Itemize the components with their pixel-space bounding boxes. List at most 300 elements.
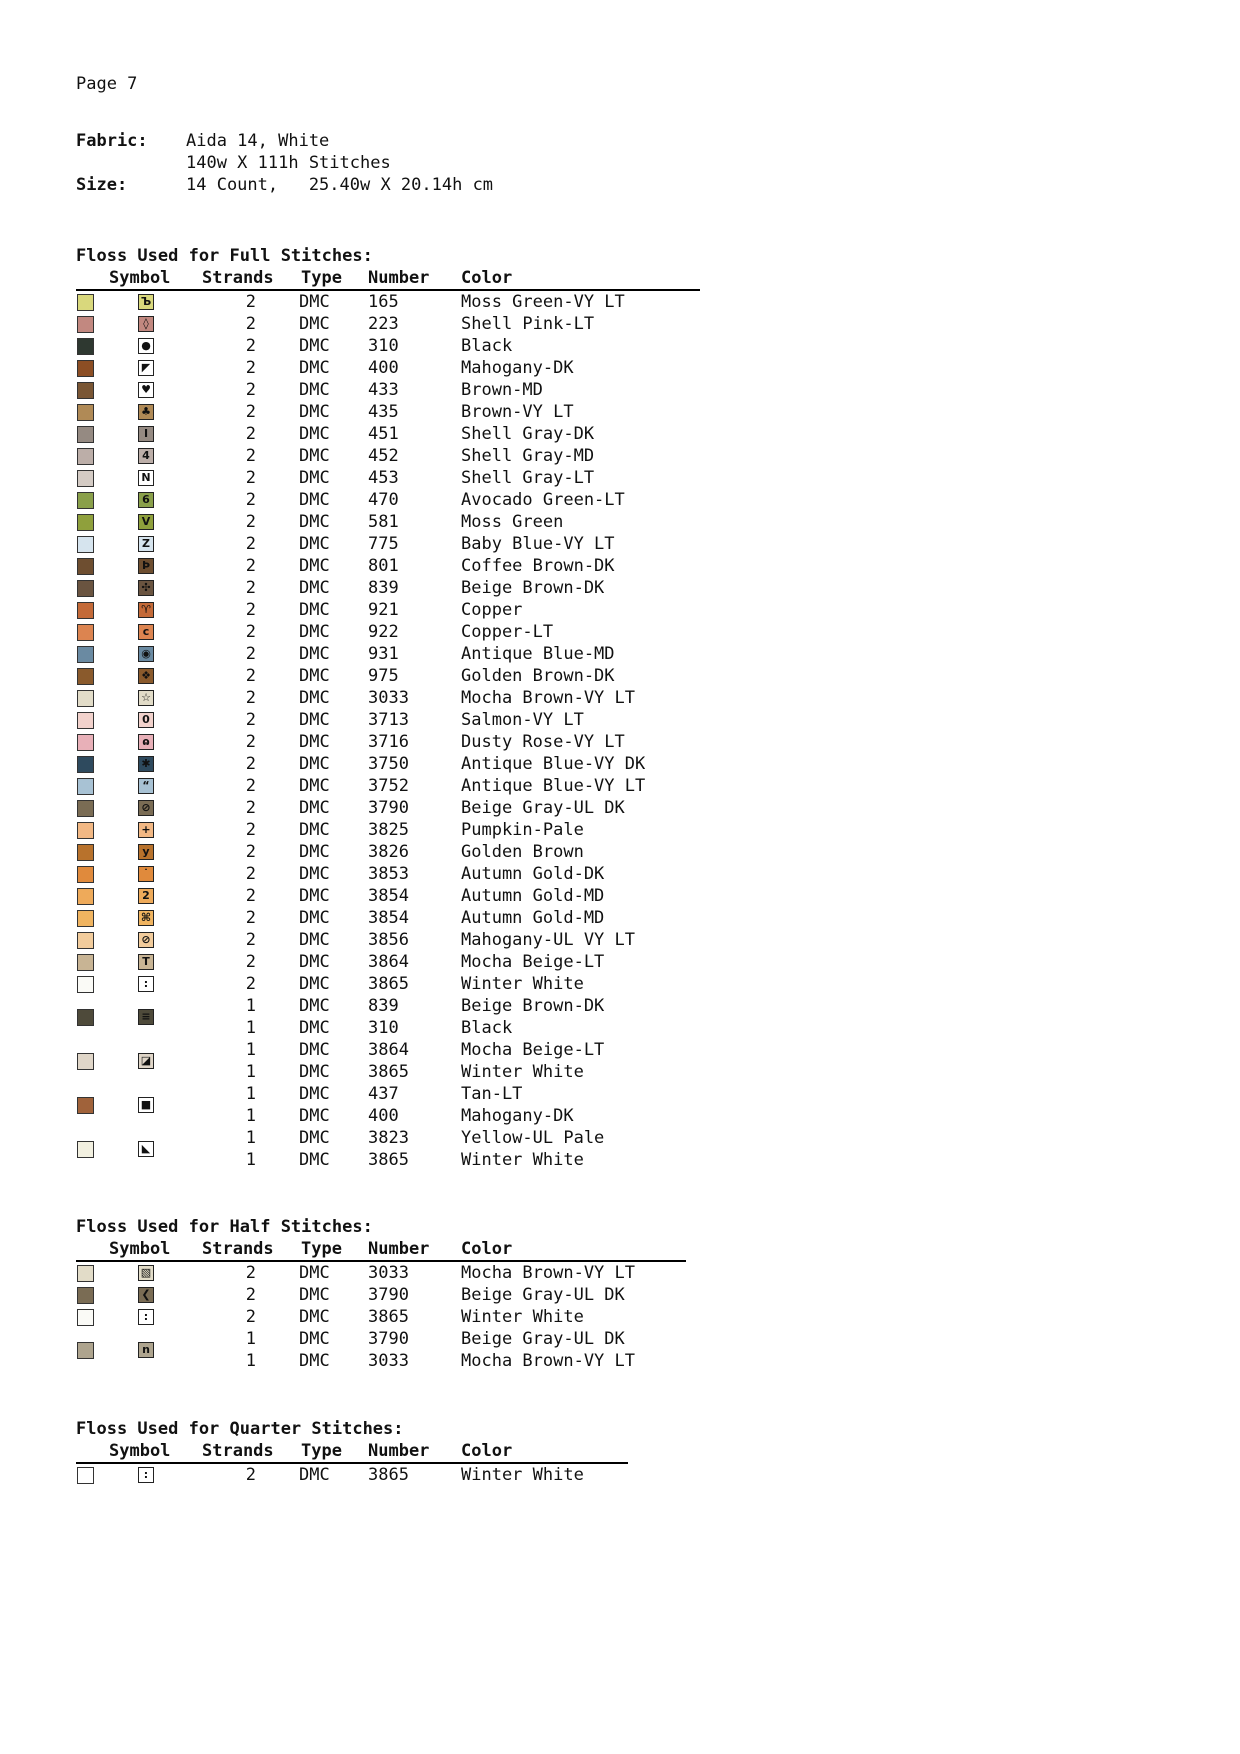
cell-type: DMC bbox=[299, 402, 330, 422]
half-stitches-title: Floss Used for Half Stitches: bbox=[76, 1217, 373, 1237]
stitch-symbol-icon: : bbox=[138, 1467, 154, 1483]
cell-type: DMC bbox=[299, 864, 330, 884]
cell-color: Salmon-VY LT bbox=[461, 710, 584, 730]
cell-number: 3865 bbox=[368, 1465, 409, 1485]
stitch-symbol-icon: ˙ bbox=[138, 866, 154, 882]
color-swatch bbox=[77, 910, 94, 927]
cell-color: Beige Gray-UL DK bbox=[461, 1285, 625, 1305]
stitch-symbol-icon: ☆ bbox=[138, 690, 154, 706]
cell-strands: 2 bbox=[245, 446, 256, 466]
cell-type: DMC bbox=[299, 908, 330, 928]
color-swatch bbox=[77, 624, 94, 641]
cell-strands: 2 bbox=[245, 512, 256, 532]
blend-cell-number: 3033 bbox=[368, 1351, 409, 1371]
col-number: Number bbox=[368, 1441, 430, 1461]
col-color: Color bbox=[461, 1239, 513, 1259]
half-stitches-section bbox=[76, 1216, 686, 1372]
cell-color: Autumn Gold-MD bbox=[461, 886, 605, 906]
blend-cell-color: Black bbox=[461, 1018, 513, 1038]
blend-cell-strands: 1 bbox=[245, 1106, 256, 1126]
blend-cell-type: DMC bbox=[299, 1062, 330, 1082]
color-swatch bbox=[77, 800, 94, 817]
cell-color: Dusty Rose-VY LT bbox=[461, 732, 625, 752]
floss-row bbox=[76, 1127, 700, 1171]
full-stitches-header bbox=[76, 267, 700, 291]
cell-number: 223 bbox=[368, 314, 399, 334]
cell-type: DMC bbox=[299, 886, 330, 906]
floss-row bbox=[76, 577, 700, 599]
floss-row bbox=[76, 423, 700, 445]
cell-strands: 2 bbox=[245, 886, 256, 906]
stitch-symbol-icon: Þ bbox=[138, 558, 154, 574]
cell-type: DMC bbox=[299, 1465, 330, 1485]
cell-number: 801 bbox=[368, 556, 399, 576]
color-swatch bbox=[77, 294, 94, 311]
color-swatch bbox=[77, 580, 94, 597]
cell-type: DMC bbox=[299, 1128, 330, 1148]
floss-row bbox=[76, 819, 700, 841]
cell-color: Shell Gray-LT bbox=[461, 468, 595, 488]
blend-cell-number: 3865 bbox=[368, 1062, 409, 1082]
cell-number: 931 bbox=[368, 644, 399, 664]
cell-number: 3854 bbox=[368, 886, 409, 906]
cell-type: DMC bbox=[299, 292, 330, 312]
floss-row bbox=[76, 929, 700, 951]
col-symbol: Symbol bbox=[109, 1441, 171, 1461]
stitch-symbol-icon: ɷ bbox=[138, 734, 154, 750]
cell-type: DMC bbox=[299, 380, 330, 400]
stitch-symbol-icon: ⌘ bbox=[138, 910, 154, 926]
cell-type: DMC bbox=[299, 842, 330, 862]
cell-color: Copper-LT bbox=[461, 622, 554, 642]
cell-number: 3790 bbox=[368, 1329, 409, 1349]
color-swatch bbox=[77, 1467, 94, 1484]
blend-cell-strands: 1 bbox=[245, 1150, 256, 1170]
color-swatch bbox=[77, 448, 94, 465]
cell-type: DMC bbox=[299, 798, 330, 818]
cell-strands: 2 bbox=[245, 820, 256, 840]
cell-color: Baby Blue-VY LT bbox=[461, 534, 615, 554]
cell-color: Beige Brown-DK bbox=[461, 578, 605, 598]
cell-strands: 1 bbox=[245, 1329, 256, 1349]
stitch-symbol-icon: ❮ bbox=[138, 1287, 154, 1303]
cell-color: Mocha Beige-LT bbox=[461, 1040, 605, 1060]
floss-row bbox=[76, 1284, 686, 1306]
floss-row bbox=[76, 511, 700, 533]
blend-cell-strands: 1 bbox=[245, 1018, 256, 1038]
blend-cell-type: DMC bbox=[299, 1018, 330, 1038]
floss-row bbox=[76, 1262, 686, 1284]
cell-color: Shell Gray-DK bbox=[461, 424, 595, 444]
cell-number: 3825 bbox=[368, 820, 409, 840]
cell-color: Shell Pink-LT bbox=[461, 314, 595, 334]
cell-type: DMC bbox=[299, 1329, 330, 1349]
stitch-symbol-icon: ⊘ bbox=[138, 932, 154, 948]
color-swatch bbox=[77, 514, 94, 531]
color-swatch bbox=[77, 426, 94, 443]
cell-number: 921 bbox=[368, 600, 399, 620]
stitch-symbol-icon: 0 bbox=[138, 712, 154, 728]
stitch-symbol-icon: ◣ bbox=[138, 1141, 154, 1157]
cell-strands: 2 bbox=[245, 468, 256, 488]
stitch-symbol-icon: ≡ bbox=[138, 1009, 154, 1025]
floss-row bbox=[76, 489, 700, 511]
floss-row bbox=[76, 555, 700, 577]
color-swatch bbox=[77, 866, 94, 883]
col-strands: Strands bbox=[202, 268, 274, 288]
cell-type: DMC bbox=[299, 424, 330, 444]
cell-color: Brown-VY LT bbox=[461, 402, 574, 422]
color-swatch bbox=[77, 1265, 94, 1282]
stitch-symbol-icon: ◊ bbox=[138, 316, 154, 332]
floss-row bbox=[76, 841, 700, 863]
stitch-symbol-icon: : bbox=[138, 1309, 154, 1325]
cell-strands: 2 bbox=[245, 1307, 256, 1327]
cell-type: DMC bbox=[299, 974, 330, 994]
cell-color: Yellow-UL Pale bbox=[461, 1128, 605, 1148]
color-swatch bbox=[77, 976, 94, 993]
cell-color: Copper bbox=[461, 600, 523, 620]
floss-row bbox=[76, 973, 700, 995]
stitch-symbol-icon: ▧ bbox=[138, 1265, 154, 1281]
cell-number: 3865 bbox=[368, 1307, 409, 1327]
blend-cell-type: DMC bbox=[299, 1106, 330, 1126]
cell-type: DMC bbox=[299, 534, 330, 554]
cell-number: 839 bbox=[368, 578, 399, 598]
color-swatch bbox=[77, 1287, 94, 1304]
cell-type: DMC bbox=[299, 446, 330, 466]
stitch-symbol-icon: ❖ bbox=[138, 668, 154, 684]
color-swatch bbox=[77, 1342, 94, 1359]
cell-type: DMC bbox=[299, 776, 330, 796]
page-number: Page 7 bbox=[76, 74, 138, 94]
cell-color: Golden Brown-DK bbox=[461, 666, 615, 686]
full-stitches-rows bbox=[76, 291, 700, 1171]
stitch-symbol-icon: N bbox=[138, 470, 154, 486]
cell-strands: 2 bbox=[245, 1465, 256, 1485]
cell-color: Antique Blue-VY DK bbox=[461, 754, 646, 774]
cell-strands: 2 bbox=[245, 688, 256, 708]
cell-number: 3750 bbox=[368, 754, 409, 774]
color-swatch bbox=[77, 778, 94, 795]
cell-type: DMC bbox=[299, 1307, 330, 1327]
floss-row bbox=[76, 379, 700, 401]
cell-number: 3864 bbox=[368, 952, 409, 972]
stitch-symbol-icon: 2 bbox=[138, 888, 154, 904]
col-type: Type bbox=[301, 1441, 342, 1461]
cell-number: 3865 bbox=[368, 974, 409, 994]
floss-row bbox=[76, 665, 700, 687]
blend-cell-color: Winter White bbox=[461, 1150, 584, 1170]
cell-type: DMC bbox=[299, 820, 330, 840]
cell-type: DMC bbox=[299, 666, 330, 686]
color-swatch bbox=[77, 492, 94, 509]
cell-number: 400 bbox=[368, 358, 399, 378]
cell-number: 3790 bbox=[368, 798, 409, 818]
stitch-symbol-icon: ♣ bbox=[138, 404, 154, 420]
color-swatch bbox=[77, 888, 94, 905]
cell-number: 433 bbox=[368, 380, 399, 400]
cell-type: DMC bbox=[299, 512, 330, 532]
cell-number: 775 bbox=[368, 534, 399, 554]
cell-number: 452 bbox=[368, 446, 399, 466]
cell-type: DMC bbox=[299, 996, 330, 1016]
stitch-symbol-icon: ⊘ bbox=[138, 800, 154, 816]
blend-cell-strands: 1 bbox=[245, 1062, 256, 1082]
half-stitches-rows bbox=[76, 1262, 686, 1372]
half-stitches-header bbox=[76, 1238, 686, 1262]
cell-color: Pumpkin-Pale bbox=[461, 820, 584, 840]
cell-strands: 2 bbox=[245, 842, 256, 862]
stitch-symbol-icon: Ъ bbox=[138, 294, 154, 310]
cell-type: DMC bbox=[299, 732, 330, 752]
floss-row bbox=[76, 621, 700, 643]
cell-color: Golden Brown bbox=[461, 842, 584, 862]
cell-color: Avocado Green-LT bbox=[461, 490, 625, 510]
cell-strands: 2 bbox=[245, 754, 256, 774]
cell-color: Moss Green bbox=[461, 512, 564, 532]
stitch-symbol-icon: c bbox=[138, 624, 154, 640]
color-swatch bbox=[77, 1009, 94, 1026]
cell-type: DMC bbox=[299, 1040, 330, 1060]
col-type: Type bbox=[301, 268, 342, 288]
cell-number: 3716 bbox=[368, 732, 409, 752]
color-swatch bbox=[77, 954, 94, 971]
cell-color: Winter White bbox=[461, 1465, 584, 1485]
cell-strands: 1 bbox=[245, 996, 256, 1016]
cell-color: Autumn Gold-MD bbox=[461, 908, 605, 928]
cell-strands: 2 bbox=[245, 798, 256, 818]
color-swatch bbox=[77, 646, 94, 663]
stitch-symbol-icon: ◤ bbox=[138, 360, 154, 376]
floss-row bbox=[76, 1328, 686, 1372]
cell-strands: 2 bbox=[245, 578, 256, 598]
col-number: Number bbox=[368, 1239, 430, 1259]
color-swatch bbox=[77, 1053, 94, 1070]
cell-color: Mocha Beige-LT bbox=[461, 952, 605, 972]
floss-row bbox=[76, 313, 700, 335]
cell-type: DMC bbox=[299, 622, 330, 642]
stitch-symbol-icon: ✱ bbox=[138, 756, 154, 772]
cell-number: 922 bbox=[368, 622, 399, 642]
cell-strands: 1 bbox=[245, 1128, 256, 1148]
cell-number: 3033 bbox=[368, 1263, 409, 1283]
stitch-symbol-icon: ● bbox=[138, 338, 154, 354]
floss-row bbox=[76, 467, 700, 489]
cell-number: 3790 bbox=[368, 1285, 409, 1305]
floss-row bbox=[76, 753, 700, 775]
full-stitches-section bbox=[76, 245, 700, 1171]
cell-number: 3823 bbox=[368, 1128, 409, 1148]
cell-type: DMC bbox=[299, 490, 330, 510]
floss-row bbox=[76, 335, 700, 357]
cell-type: DMC bbox=[299, 578, 330, 598]
stitch-symbol-icon: Z bbox=[138, 536, 154, 552]
color-swatch bbox=[77, 822, 94, 839]
floss-row bbox=[76, 291, 700, 313]
stitch-symbol-icon: + bbox=[138, 822, 154, 838]
stitch-symbol-icon: ♥ bbox=[138, 382, 154, 398]
stitch-symbol-icon: I bbox=[138, 426, 154, 442]
size-label: Size: bbox=[76, 175, 128, 195]
color-swatch bbox=[77, 712, 94, 729]
stitch-symbol-icon: ■ bbox=[138, 1097, 154, 1113]
col-color: Color bbox=[461, 268, 513, 288]
cell-type: DMC bbox=[299, 556, 330, 576]
floss-row bbox=[76, 1306, 686, 1328]
stitch-symbol-icon: T bbox=[138, 954, 154, 970]
blend-cell-color: Mahogany-DK bbox=[461, 1106, 574, 1126]
floss-row bbox=[76, 687, 700, 709]
cell-type: DMC bbox=[299, 754, 330, 774]
cell-number: 3033 bbox=[368, 688, 409, 708]
floss-row bbox=[76, 357, 700, 379]
floss-row bbox=[76, 885, 700, 907]
cell-strands: 2 bbox=[245, 490, 256, 510]
cell-type: DMC bbox=[299, 336, 330, 356]
cell-number: 437 bbox=[368, 1084, 399, 1104]
cell-number: 3826 bbox=[368, 842, 409, 862]
cell-color: Beige Gray-UL DK bbox=[461, 1329, 625, 1349]
stitch-symbol-icon: y bbox=[138, 844, 154, 860]
stitch-symbol-icon: ◪ bbox=[138, 1053, 154, 1069]
color-swatch bbox=[77, 756, 94, 773]
cell-color: Tan-LT bbox=[461, 1084, 523, 1104]
cell-type: DMC bbox=[299, 358, 330, 378]
cell-strands: 2 bbox=[245, 732, 256, 752]
color-swatch bbox=[77, 382, 94, 399]
color-swatch bbox=[77, 558, 94, 575]
color-swatch bbox=[77, 360, 94, 377]
floss-row bbox=[76, 643, 700, 665]
cell-strands: 2 bbox=[245, 314, 256, 334]
cell-color: Coffee Brown-DK bbox=[461, 556, 615, 576]
cell-number: 453 bbox=[368, 468, 399, 488]
quarter-stitches-title: Floss Used for Quarter Stitches: bbox=[76, 1419, 404, 1439]
color-swatch bbox=[77, 1309, 94, 1326]
floss-row bbox=[76, 445, 700, 467]
col-color: Color bbox=[461, 1441, 513, 1461]
fabric-stitches: 140w X 111h Stitches bbox=[186, 153, 391, 173]
cell-strands: 2 bbox=[245, 930, 256, 950]
cell-color: Mocha Brown-VY LT bbox=[461, 1263, 635, 1283]
stitch-symbol-icon: ✣ bbox=[138, 580, 154, 596]
color-swatch bbox=[77, 602, 94, 619]
col-type: Type bbox=[301, 1239, 342, 1259]
cell-type: DMC bbox=[299, 644, 330, 664]
col-symbol: Symbol bbox=[109, 1239, 171, 1259]
cell-color: Autumn Gold-DK bbox=[461, 864, 605, 884]
cell-color: Black bbox=[461, 336, 513, 356]
cell-type: DMC bbox=[299, 314, 330, 334]
cell-number: 310 bbox=[368, 336, 399, 356]
cell-number: 581 bbox=[368, 512, 399, 532]
col-number: Number bbox=[368, 268, 430, 288]
quarter-stitches-rows bbox=[76, 1464, 628, 1486]
blend-cell-strands: 1 bbox=[245, 1351, 256, 1371]
stitch-symbol-icon: V bbox=[138, 514, 154, 530]
cell-color: Mahogany-DK bbox=[461, 358, 574, 378]
blend-cell-type: DMC bbox=[299, 1150, 330, 1170]
floss-row bbox=[76, 995, 700, 1039]
cell-strands: 2 bbox=[245, 292, 256, 312]
cell-color: Beige Gray-UL DK bbox=[461, 798, 625, 818]
cell-strands: 2 bbox=[245, 534, 256, 554]
blend-cell-number: 3865 bbox=[368, 1150, 409, 1170]
color-swatch bbox=[77, 668, 94, 685]
cell-color: Brown-MD bbox=[461, 380, 543, 400]
cell-type: DMC bbox=[299, 710, 330, 730]
color-swatch bbox=[77, 470, 94, 487]
color-swatch bbox=[77, 1097, 94, 1114]
cell-strands: 2 bbox=[245, 358, 256, 378]
color-swatch bbox=[77, 734, 94, 751]
cell-type: DMC bbox=[299, 1084, 330, 1104]
cell-number: 165 bbox=[368, 292, 399, 312]
cell-color: Beige Brown-DK bbox=[461, 996, 605, 1016]
cell-strands: 2 bbox=[245, 864, 256, 884]
floss-row bbox=[76, 1464, 628, 1486]
cell-number: 839 bbox=[368, 996, 399, 1016]
blend-cell-type: DMC bbox=[299, 1351, 330, 1371]
size-value: 14 Count, 25.40w X 20.14h cm bbox=[186, 175, 494, 195]
quarter-stitches-section bbox=[76, 1418, 628, 1486]
color-swatch bbox=[77, 404, 94, 421]
stitch-symbol-icon: ◉ bbox=[138, 646, 154, 662]
cell-strands: 1 bbox=[245, 1040, 256, 1060]
quarter-stitches-header bbox=[76, 1440, 628, 1464]
stitch-symbol-icon: ♈ bbox=[138, 602, 154, 618]
cell-strands: 2 bbox=[245, 644, 256, 664]
cell-strands: 2 bbox=[245, 424, 256, 444]
cell-number: 3752 bbox=[368, 776, 409, 796]
floss-row bbox=[76, 1083, 700, 1127]
cell-type: DMC bbox=[299, 930, 330, 950]
cell-number: 3853 bbox=[368, 864, 409, 884]
cell-strands: 2 bbox=[245, 1285, 256, 1305]
cell-strands: 2 bbox=[245, 776, 256, 796]
cell-strands: 2 bbox=[245, 974, 256, 994]
cell-strands: 2 bbox=[245, 1263, 256, 1283]
stitch-symbol-icon: : bbox=[138, 976, 154, 992]
stitch-symbol-icon: “ bbox=[138, 778, 154, 794]
cell-type: DMC bbox=[299, 600, 330, 620]
floss-row bbox=[76, 731, 700, 753]
cell-color: Antique Blue-MD bbox=[461, 644, 615, 664]
cell-number: 3856 bbox=[368, 930, 409, 950]
floss-row bbox=[76, 709, 700, 731]
color-swatch bbox=[77, 932, 94, 949]
cell-type: DMC bbox=[299, 1285, 330, 1305]
cell-number: 3713 bbox=[368, 710, 409, 730]
color-swatch bbox=[77, 690, 94, 707]
cell-strands: 2 bbox=[245, 402, 256, 422]
floss-row bbox=[76, 1039, 700, 1083]
col-strands: Strands bbox=[202, 1239, 274, 1259]
cell-strands: 2 bbox=[245, 622, 256, 642]
cell-strands: 2 bbox=[245, 380, 256, 400]
cell-color: Mahogany-UL VY LT bbox=[461, 930, 635, 950]
floss-row bbox=[76, 775, 700, 797]
col-symbol: Symbol bbox=[109, 268, 171, 288]
floss-row bbox=[76, 533, 700, 555]
cell-type: DMC bbox=[299, 468, 330, 488]
color-swatch bbox=[77, 536, 94, 553]
cell-strands: 2 bbox=[245, 336, 256, 356]
stitch-symbol-icon: 4 bbox=[138, 448, 154, 464]
cell-type: DMC bbox=[299, 688, 330, 708]
fabric-value: Aida 14, White bbox=[186, 131, 330, 151]
